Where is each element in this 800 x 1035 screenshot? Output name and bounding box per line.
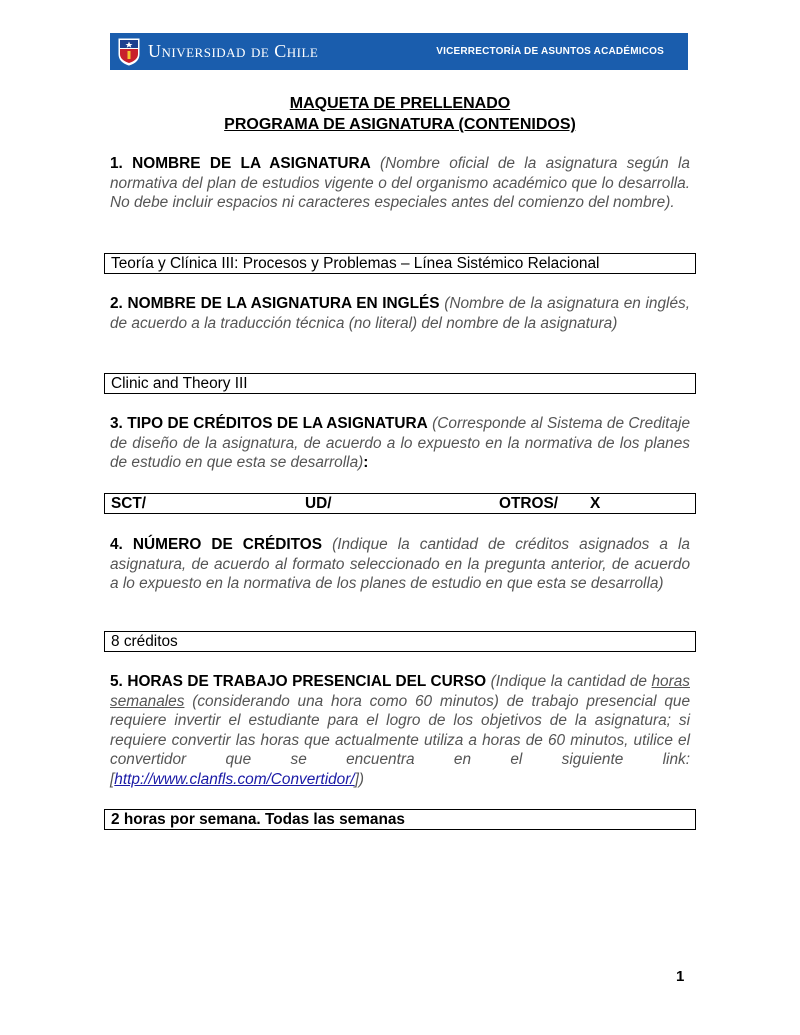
section-3-note: Sistema de Creditaje de diseño de la asignatura, de acuerdo a lo expuesto en la normativa de los planes de estudio en que esta se desarrolla)	[110, 415, 691, 471]
section-3-heading: 3. TIPO DE CRÉDITOS DE LA ASIGNATURA	[110, 415, 428, 432]
section-5-note-a: (Indique la cantidad de	[490, 673, 647, 690]
section-4-text	[110, 535, 690, 594]
credit-type-mark: X	[590, 495, 601, 512]
section-2-answer: Clinic and Theory III	[104, 373, 696, 394]
section-2-text	[110, 294, 690, 333]
section-2-note: (Nombre de la asignatura en inglés, de acuerdo a la traducción técnica (no literal) del nombre de la asignatura)	[110, 295, 690, 332]
section-5-note-c: ])	[354, 770, 365, 788]
office-name: VICERRECTORÍA DE ASUNTOS ACADÉMICOS	[436, 46, 664, 57]
section-5-answer: 2 horas por semana. Todas las semanas	[104, 809, 696, 830]
university-brand	[118, 38, 318, 66]
section-4-answer: 8 créditos	[104, 631, 696, 652]
university-seal-icon	[118, 38, 140, 66]
university-name: Universidad de Chile	[148, 41, 319, 61]
doc-title-line1: MAQUETA DE PRELLENADO	[289, 95, 511, 112]
section-5-text	[110, 672, 690, 789]
section-4-note: (Indique la cantidad de créditos asignados a la asignatura, de acuerdo al formato seleccionado en la pregunta anterior, de acuerdo a lo expuesto en la normativa de los planes de estudio en que esta se desarrolla)	[110, 536, 690, 592]
header-banner	[110, 33, 688, 70]
section-5-note-underlined: horas semanales	[110, 673, 690, 710]
converter-link[interactable]: http://www.clanfls.com/Convertidor/	[114, 770, 355, 788]
section-5-note-b: (considerando una hora como 60 minutos) de trabajo presencial que requiere invertir el estudiante para el logro de los objetivos de la asignatura; si requiere convertir las horas que actualmente utiliza a horas de 60 minutos, utilice el convertidor que se encuentra en el siguiente link: [	[110, 692, 690, 788]
section-5-heading: 5. HORAS DE TRABAJO PRESENCIAL DEL CURSO	[110, 673, 487, 690]
section-1-heading: 1. NOMBRE DE LA ASIGNATURA	[110, 155, 371, 172]
section-4-heading: 4. NÚMERO DE CRÉDITOS	[110, 536, 323, 553]
section-1-text	[110, 154, 690, 213]
section-3-note-italic: (Corresponde al	[432, 415, 543, 432]
section-1-note: (Nombre oficial de la asignatura según la normativa del plan de estudios vigente o del organismo académico que lo desarrolla. No debe incluir espacios ni caracteres especiales antes del comienzo del nombre).	[110, 155, 690, 211]
section-3-text	[110, 414, 690, 473]
credit-type-ud: UD/	[305, 495, 332, 512]
page-number: 1	[676, 968, 685, 985]
section-3-colon: :	[363, 454, 369, 471]
doc-title-line2: PROGRAMA DE ASIGNATURA (CONTENIDOS)	[224, 116, 576, 133]
section-3-answer	[104, 493, 696, 514]
section-2-heading: 2. NOMBRE DE LA ASIGNATURA EN INGLÉS	[110, 295, 440, 312]
credit-type-sct: SCT/	[111, 495, 147, 512]
credit-type-otros: OTROS/	[499, 495, 558, 512]
section-1-answer: Teoría y Clínica III: Procesos y Problemas – Línea Sistémico Relacional	[104, 253, 696, 274]
